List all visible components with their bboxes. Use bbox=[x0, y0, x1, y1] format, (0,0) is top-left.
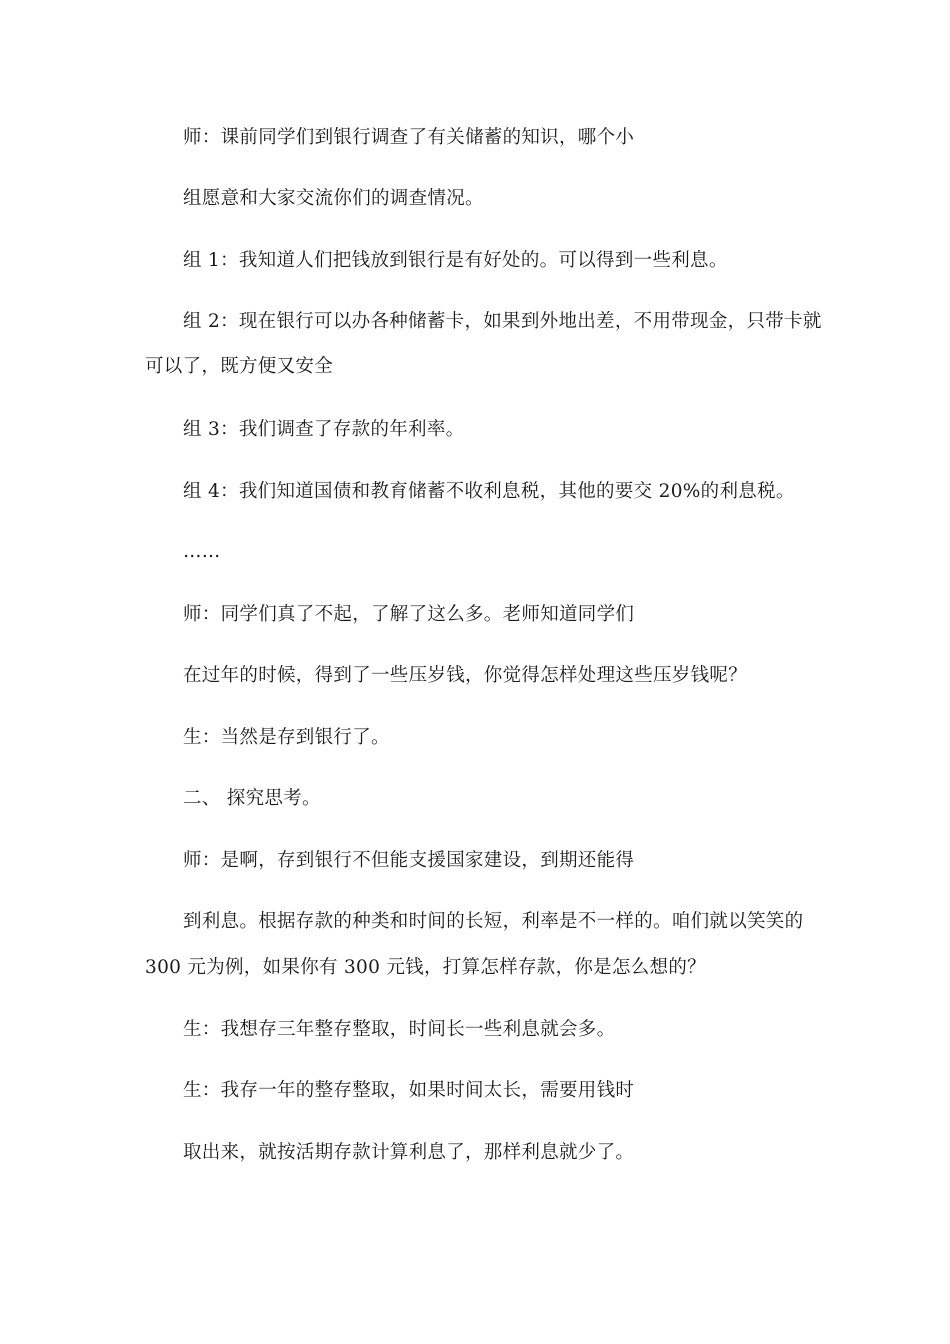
paragraph-line: 生：当然是存到银行了。 bbox=[183, 727, 390, 748]
paragraph-line: 取出来，就按活期存款计算利息了，那样利息就少了。 bbox=[183, 1142, 635, 1163]
paragraph-line: 生：我想存三年整存整取，时间长一些利息就会多。 bbox=[183, 1019, 616, 1040]
paragraph-line: 在过年的时候，得到了一些压岁钱，你觉得怎样处理这些压岁钱呢？ bbox=[183, 665, 748, 686]
paragraph-line: 组 2：现在银行可以办各种储蓄卡，如果到外地出差，不用带现金，只带卡就 bbox=[183, 311, 822, 332]
paragraph-line: 组 4：我们知道国债和教育储蓄不收利息税，其他的要交 20%的利息税。 bbox=[183, 481, 795, 502]
paragraph-line: 师：同学们真了不起，了解了这么多。老师知道同学们 bbox=[183, 604, 635, 625]
paragraph-line: 生：我存一年的整存整取，如果时间太长，需要用钱时 bbox=[183, 1080, 635, 1101]
section-heading: 二、 探究思考。 bbox=[183, 788, 321, 809]
paragraph-line: 组愿意和大家交流你们的调查情况。 bbox=[183, 188, 484, 209]
paragraph-line: 师：课前同学们到银行调查了有关储蓄的知识，哪个小 bbox=[183, 127, 635, 148]
paragraph-line: 到利息。根据存款的种类和时间的长短，利率是不一样的。咱们就以笑笑的 bbox=[183, 911, 804, 932]
paragraph-line: 组 1：我知道人们把钱放到银行是有好处的。可以得到一些利息。 bbox=[183, 250, 728, 271]
paragraph-line: 可以了，既方便又安全 bbox=[145, 356, 334, 377]
paragraph-line: 师：是啊，存到银行不但能支援国家建设，到期还能得 bbox=[183, 850, 635, 871]
ellipsis-line: …… bbox=[183, 541, 221, 562]
paragraph-line: 组 3：我们调查了存款的年利率。 bbox=[183, 419, 465, 440]
paragraph-line: 300 元为例，如果你有 300 元钱，打算怎样存款，你是怎么想的？ bbox=[145, 957, 706, 978]
